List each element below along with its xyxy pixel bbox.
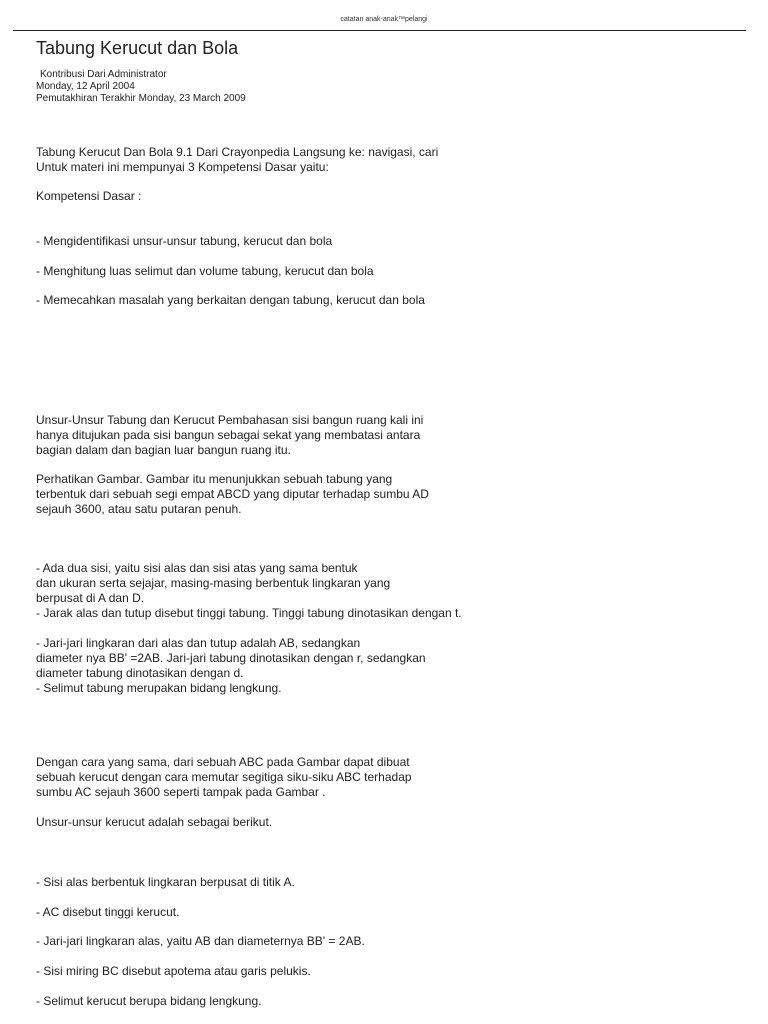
list-item: - Menghitung luas selimut dan volume tabung, kerucut dan bola: [36, 264, 374, 278]
body-line: hanya ditujukan pada sisi bangun sebagai sekat yang membatasi antara: [36, 428, 421, 442]
body-line: diameter nya BB' =2AB. Jari-jari tabung dinotasikan dengan r, sedangkan: [36, 651, 426, 665]
publish-date: Monday, 12 April 2004: [36, 81, 135, 92]
body-line: dan ukuran serta sejajar, masing-masing berbentuk lingkaran yang: [36, 576, 391, 590]
body-line: sejauh 3600, atau satu putaran penuh.: [36, 502, 242, 516]
body-line: diameter tabung dinotasikan dengan d.: [36, 666, 244, 680]
body-line: sebuah kerucut dengan cara memutar segitiga siku-siku ABC terhadap: [36, 770, 412, 784]
body-line: Untuk materi ini mempunyai 3 Kompetensi Dasar yaitu:: [36, 160, 329, 174]
body-line: bagian dalam dan bagian luar bangun ruang itu.: [36, 443, 291, 457]
list-item: - Jari-jari lingkaran alas, yaitu AB dan diameternya BB' = 2AB.: [36, 934, 365, 948]
body-line: sumbu AC sejauh 3600 seperti tampak pada Gambar .: [36, 785, 326, 799]
body-line: Tabung Kerucut Dan Bola 9.1 Dari Crayonpedia Langsung ke: navigasi, cari: [36, 145, 439, 159]
body-line: Unsur-Unsur Tabung dan Kerucut Pembahasan sisi bangun ruang kali ini: [36, 413, 424, 427]
last-updated: Pemutakhiran Terakhir Monday, 23 March 2009: [36, 93, 246, 104]
list-item: - Selimut tabung merupakan bidang lengkung.: [36, 681, 282, 695]
body-line: terbentuk dari sebuah segi empat ABCD yang diputar terhadap sumbu AD: [36, 487, 429, 501]
list-item: - Sisi alas berbentuk lingkaran berpusat di titik A.: [36, 875, 295, 889]
body-line: Unsur-unsur kerucut adalah sebagai berikut.: [36, 815, 273, 829]
article-meta: [36, 69, 246, 105]
list-item: - Selimut kerucut berupa bidang lengkung.: [36, 994, 262, 1008]
contributor: Kontribusi Dari Administrator: [40, 69, 167, 80]
body-line: Perhatikan Gambar. Gambar itu menunjukkan sebuah tabung yang: [36, 472, 393, 486]
body-line: berpusat di A dan D.: [36, 591, 145, 605]
list-item: - Memecahkan masalah yang berkaitan dengan tabung, kerucut dan bola: [36, 293, 425, 307]
header-rule: [13, 30, 746, 31]
list-item: - Jari-jari lingkaran dari alas dan tutup adalah AB, sedangkan: [36, 636, 361, 650]
page-title: Tabung Kerucut dan Bola: [36, 38, 239, 58]
list-item: - Ada dua sisi, yaitu sisi alas dan sisi atas yang sama bentuk: [36, 561, 358, 575]
list-item: - AC disebut tinggi kerucut.: [36, 905, 180, 919]
page-header: catatan anak-anak™pelangi: [340, 16, 428, 23]
list-item: - Jarak alas dan tutup disebut tinggi tabung. Tinggi tabung dinotasikan dengan t.: [36, 606, 462, 620]
kd-heading: Kompetensi Dasar :: [36, 189, 142, 203]
body-line: Dengan cara yang sama, dari sebuah ABC pada Gambar dapat dibuat: [36, 755, 410, 769]
list-item: - Mengidentifikasi unsur-unsur tabung, kerucut dan bola: [36, 234, 333, 248]
list-item: - Sisi miring BC disebut apotema atau garis pelukis.: [36, 964, 311, 978]
